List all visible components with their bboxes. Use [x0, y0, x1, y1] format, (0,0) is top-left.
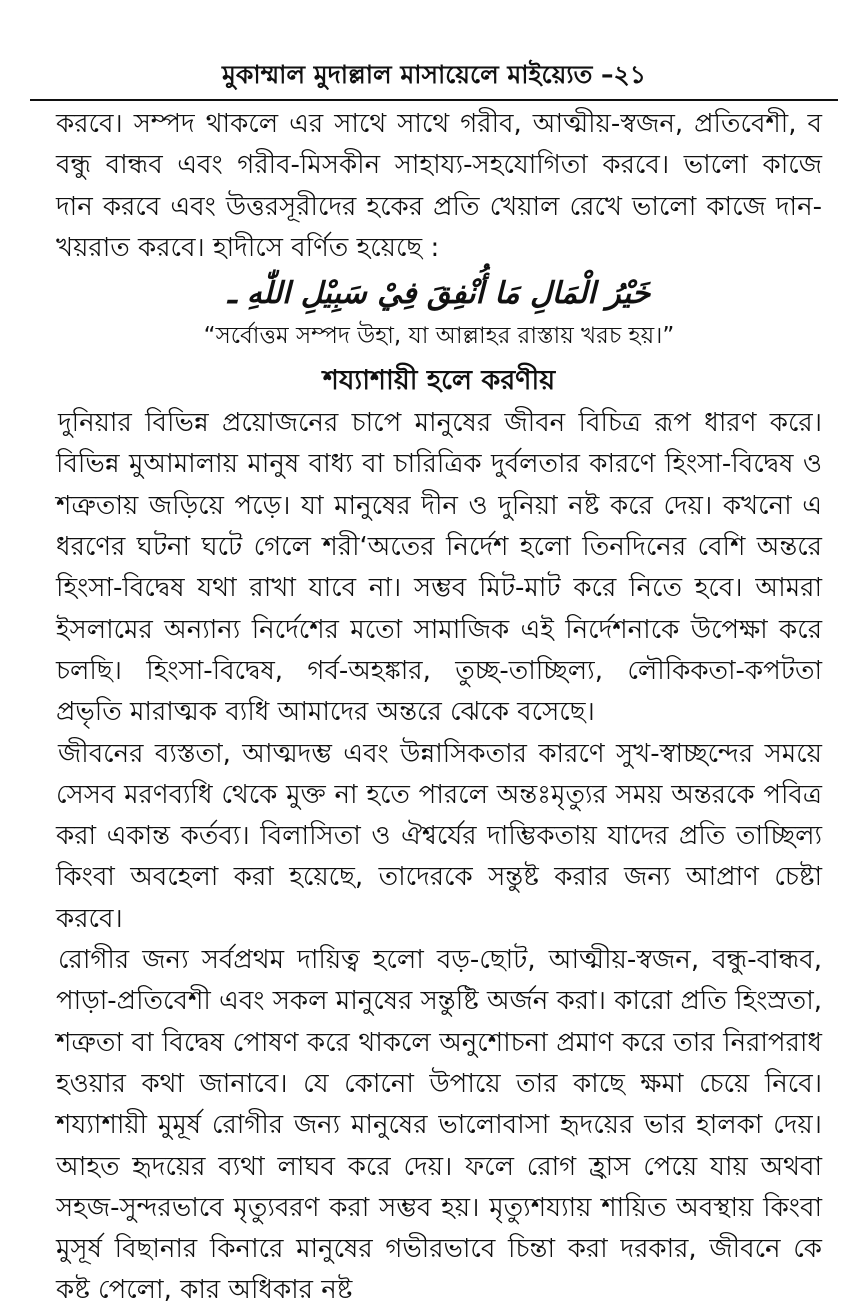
page-content — [56, 104, 822, 1312]
paragraph-purify-heart: জীবনের ব্যস্ততা, আত্মদম্ভ এবং উন্নাসিকতার কারণে সুখ-স্বাচ্ছন্দের সময়ে সেসব মরণব্যধি থেকে মুক্ত না হতে পারলে অন্তঃমৃত্যুর সময় অন্তরকে পবিত্র করা একান্ত কর্তব্য। বিলাসিতা ও ঐশ্বর্যের দাম্ভিকতায় যাদের প্রতি তাচ্ছিল্য কিংবা অবহেলা করা হয়েছে, তাদেরকে সন্তুষ্ট করার জন্য আপ্রাণ চেষ্টা করবে। — [56, 738, 822, 934]
arabic-hadith: خَيْرُ الْمَالِ مَا أُنْفِقَ فِيْ سَبِيْلِ اللّٰهِ ـ — [227, 276, 651, 312]
paragraph-patient-duty: রোগীর জন্য সর্বপ্রথম দায়িত্ব হলো বড়-ছোট, আত্মীয়-স্বজন, বন্ধু-বান্ধব, পাড়া-প্রতিবেশী এবং সকল মানুষের সন্তুষ্টি অর্জন করা। কারো প্রতি হিংস্রতা, শত্রুতা বা বিদ্বেষ পোষণ করে থাকলে অনুশোচনা প্রমাণ করে তার নিরাপরাধ হওয়ার কথা জানাবে। যে কোনো উপায়ে তার কাছে ক্ষমা চেয়ে নিবে। শয্যাশায়ী মুমূর্ষ রোগীর জন্য মানুষের ভালোবাসা হৃদয়ের ভার হালকা দেয়। আহত হৃদয়ের ব্যথা লাঘব করে দেয়। ফলে রোগ হ্রাস পেয়ে যায় অথবা সহজ-সুন্দরভাবে মৃত্যুবরণ করা সম্ভব হয়। মৃত্যুশয্যায় শায়িত অবস্থায় কিংবা মুসূর্ষ বিছানার কিনারে মানুষের গভীরভাবে চিন্তা করা দরকার, জীবনে কে কষ্ট পেলো, কার অধিকার নষ্ট — [56, 945, 822, 1306]
hadith-translation: “সর্বোত্তম সম্পদ উহা, যা আল্লাহর রাস্তায় খরচ হয়।” — [203, 323, 675, 350]
running-header: মুকাম্মাল মুদাল্লাল মাসায়েলে মাইয়্যেত –২১ — [221, 60, 647, 89]
paragraph-worldly-conflict: দুনিয়ার বিভিন্ন প্রয়োজনের চাপে মানুষের জীবন বিচিত্র রূপ ধারণ করে। বিভিন্ন মুআমালায় মানুষ বাধ্য বা চারিত্রিক দুর্বলতার কারণে হিংসা-বিদ্বেষ ও শত্রুতায় জড়িয়ে পড়ে। যা মানুষের দীন ও দুনিয়া নষ্ট করে দেয়। কখনো এ ধরণের ঘটনা ঘটে গেলে শরী‘অতের নির্দেশ হলো তিনদিনের বেশি অন্তরে হিংসা-বিদ্বেষ যথা রাখা যাবে না। সম্ভব মিট-মাট করে নিতে হবে। আমরা ইসলামের অন্যান্য নির্দেশের মতো সামাজিক এই নির্দেশনাকে উপেক্ষা করে চলছি। হিংসা-বিদ্বেষ, গর্ব-অহঙ্কার, তুচ্ছ-তাচ্ছিল্য, লৌকিকতা-কপটতা প্রভৃতি মারাত্মক ব্যধি আমাদের অন্তরে ঝেকে বসেছে। — [56, 408, 822, 728]
header-rule — [30, 99, 838, 101]
paragraph-continuation: করবে। সম্পদ থাকলে এর সাথে সাথে গরীব, আত্মীয়-স্বজন, প্রতিবেশী, ব বন্ধু বান্ধব এবং গরীব-মিসকীন সাহায্য-সহযোগিতা করবে। ভালো কাজে দান করবে এবং উত্তরসূরীদের হকের প্রতি খেয়াল রেখে ভালো কাজে দান-খয়রাত করবে। হাদীসে বর্ণিত হয়েছে : — [56, 109, 822, 263]
section-heading: শয্যাশায়ী হলে করণীয় — [322, 365, 556, 397]
